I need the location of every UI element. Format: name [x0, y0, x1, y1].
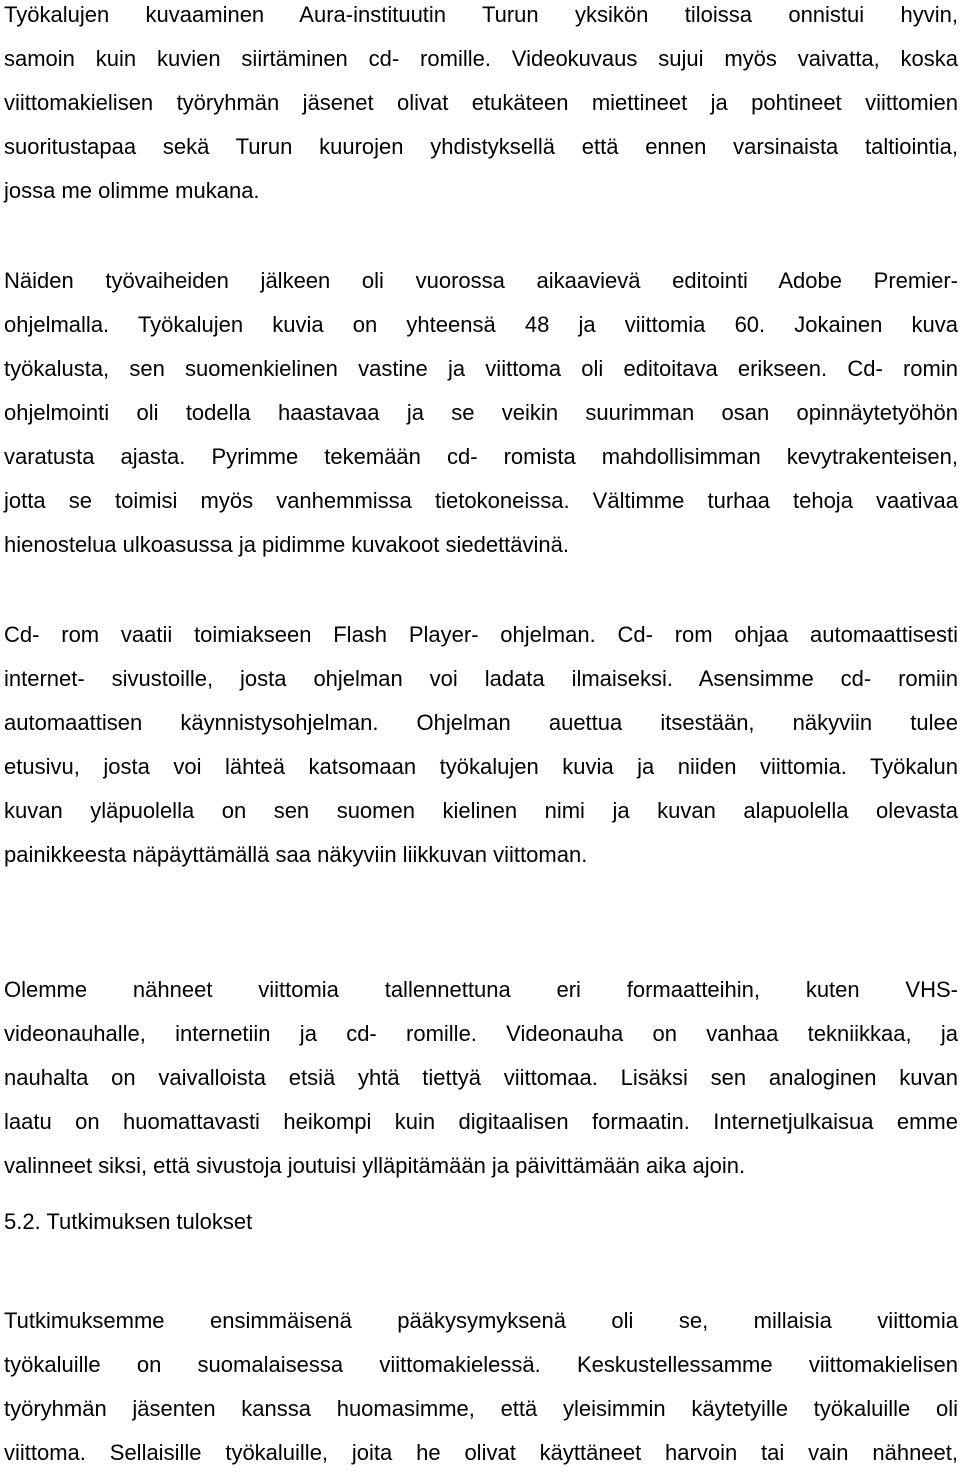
text-line: viittomakielisen työryhmän jäsenet olivat etukäteen miettineet ja pohtineet viittomien	[4, 90, 958, 115]
paragraph-2	[4, 266, 958, 574]
text-line: automaattisen käynnistysohjelman. Ohjelman auettua itsestään, näkyviin tulee	[4, 710, 958, 735]
text-line: työkalusta, sen suomenkielinen vastine ja viittoma oli editoitava erikseen. Cd- romin	[4, 356, 958, 381]
text-line: jossa me olimme mukana.	[4, 178, 260, 203]
text-line: videonauhalle, internetiin ja cd- romille. Videonauha on vanhaa tekniikkaa, ja	[4, 1021, 958, 1046]
paragraph-4	[4, 975, 958, 1195]
text-line: jotta se toimisi myös vanhemmissa tietokoneissa. Vältimme turhaa tehoja vaativaa	[4, 488, 958, 513]
text-line: Näiden työvaiheiden jälkeen oli vuorossa aikaavievä editointi Adobe Premier-	[4, 268, 958, 293]
text-line: työryhmän jäsenten kanssa huomasimme, että yleisimmin käytetyille työkaluille oli	[4, 1396, 958, 1421]
text-line: kuvan yläpuolella on sen suomen kielinen nimi ja kuvan alapuolella olevasta	[4, 798, 958, 823]
text-line: ohjelmointi oli todella haastavaa ja se veikin suurimman osan opinnäytetyöhön	[4, 400, 958, 425]
paragraph-3	[4, 620, 958, 884]
text-line: hienostelua ulkoasussa ja pidimme kuvakoot siedettävinä.	[4, 532, 569, 557]
text-line: suoritustapaa sekä Turun kuurojen yhdistyksellä että ennen varsinaista taltiointia,	[4, 134, 958, 159]
text-line: internet- sivustoille, josta ohjelman voi ladata ilmaiseksi. Asensimme cd- romiin	[4, 666, 958, 691]
text-line: Työkalujen kuvaaminen Aura-instituutin Turun yksikön tiloissa onnistui hyvin,	[4, 2, 958, 27]
text-line: painikkeesta näpäyttämällä saa näkyviin liikkuvan viittoman.	[4, 842, 588, 867]
text-line: ohjelmalla. Työkalujen kuvia on yhteensä 48 ja viittomia 60. Jokainen kuva	[4, 312, 958, 337]
section-heading-block	[4, 1207, 958, 1251]
text-line: valinneet siksi, että sivustoja joutuisi ylläpitämään ja päivittämään aika ajoin.	[4, 1153, 746, 1178]
paragraph-1	[4, 0, 958, 220]
text-line: laatu on huomattavasti heikompi kuin digitaalisen formaatin. Internetjulkaisua emme	[4, 1109, 958, 1134]
text-line: viittoma. Sellaisille työkaluille, joita he olivat käyttäneet harvoin tai vain nähneet,	[4, 1440, 958, 1465]
paragraph-5	[4, 1306, 958, 1482]
text-line: Olemme nähneet viittomia tallennettuna eri formaatteihin, kuten VHS-	[4, 977, 958, 1002]
text-line: työkaluille on suomalaisessa viittomakielessä. Keskustellessamme viittomakielisen	[4, 1352, 958, 1377]
text-line: etusivu, josta voi lähteä katsomaan työkalujen kuvia ja niiden viittomia. Työkalun	[4, 754, 958, 779]
text-line: Tutkimuksemme ensimmäisenä pääkysymyksenä oli se, millaisia viittomia	[4, 1308, 958, 1333]
text-line: samoin kuin kuvien siirtäminen cd- romille. Videokuvaus sujui myös vaivatta, koska	[4, 46, 958, 71]
text-line: varatusta ajasta. Pyrimme tekemään cd- romista mahdollisimman kevytrakenteisen,	[4, 444, 958, 469]
section-heading: 5.2. Tutkimuksen tulokset	[4, 1209, 253, 1234]
text-line: Cd- rom vaatii toimiakseen Flash Player- ohjelman. Cd- rom ohjaa automaattisesti	[4, 622, 958, 647]
text-line: nauhalta on vaivalloista etsiä yhtä tiettyä viittomaa. Lisäksi sen analoginen kuvan	[4, 1065, 958, 1090]
